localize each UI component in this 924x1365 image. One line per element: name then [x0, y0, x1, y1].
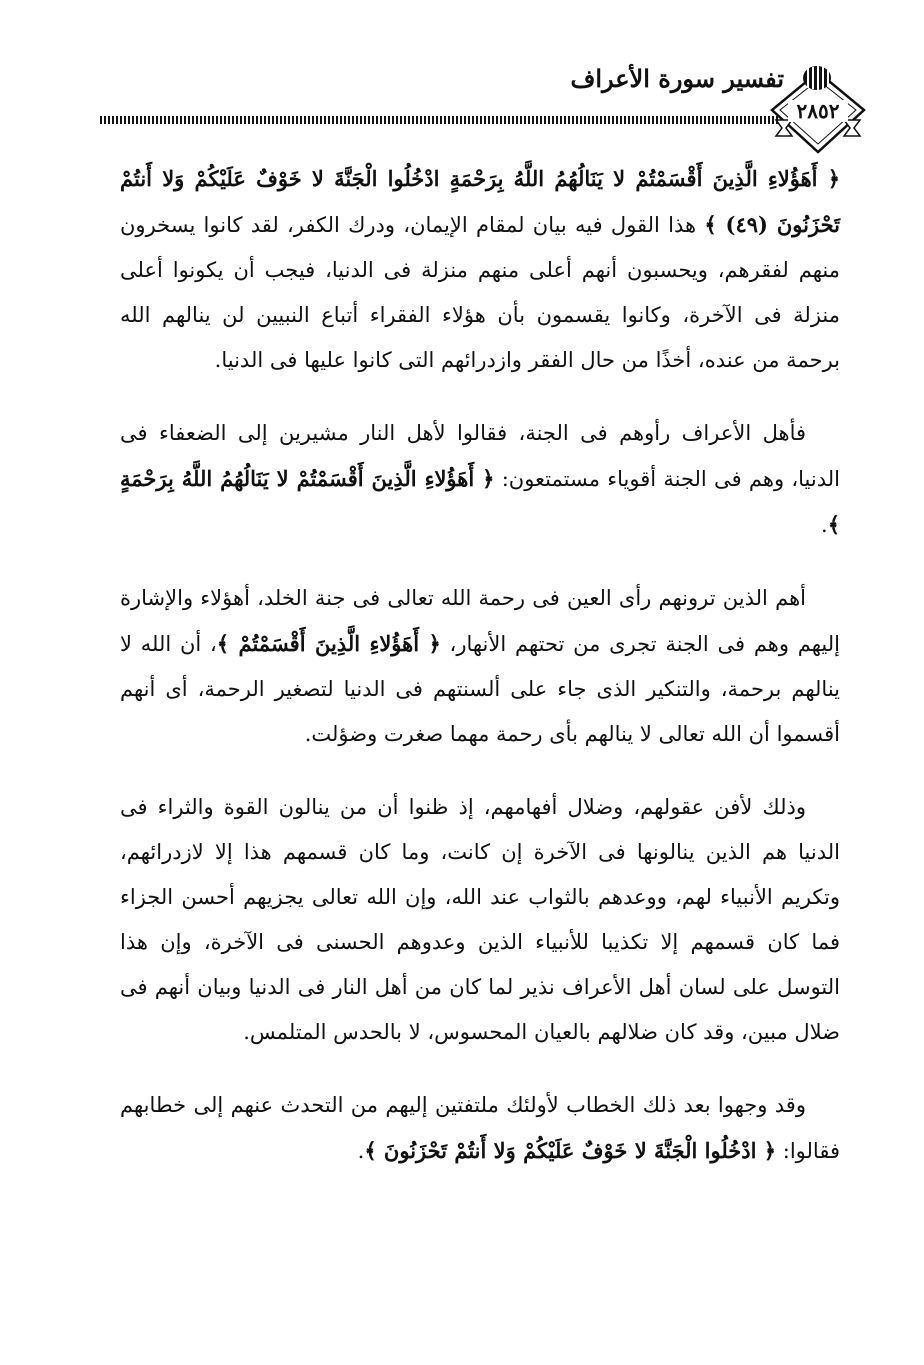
- quran-verse: ﴿ أَهَؤُلاءِ الَّذِينَ أَقْسَمْتُمْ ﴾: [216, 631, 441, 656]
- quran-verse: ﴿ أَهَؤُلاءِ الَّذِينَ أَقْسَمْتُمْ لا يَنَالُهُمُ اللَّهُ بِرَحْمَةٍ ادْخُلُوا الْجَنَّةَ لا خَوْفٌ عَلَيْكُمْ وَلا أَنتُمْ تَحْزَنُونَ (٤٩) ﴾: [120, 166, 840, 237]
- quran-verse: ﴿ أَهَؤُلاءِ الَّذِينَ أَقْسَمْتُمْ لا يَنَالُهُمُ اللَّهُ بِرَحْمَةٍ ﴾: [120, 466, 840, 537]
- paragraph-text: أهم الذين ترونهم رأى العين فى رحمة الله تعالى فى جنة الخلد، أهؤلاء والإشارة إليهم وهم فى الجنة تجرى من تحتهم الأنهار،: [120, 586, 841, 656]
- flower-ornament-icon: [800, 64, 834, 92]
- page-number: ٢٨٥٢: [788, 100, 848, 122]
- page-body: [120, 156, 840, 1202]
- punctuation: .: [821, 513, 828, 537]
- punctuation: .: [357, 1139, 365, 1163]
- paragraph-2: [120, 411, 840, 548]
- paragraph-text: ، أن الله لا ينالهم برحمة، والتنكير الذى جاء على ألسنتهم فى الدنيا لتصغير الرحمة، أى أنهم أقسموا أن الله تعالى لا ينالهم بأى رحمة مهما صغرت وضؤلت.: [120, 632, 840, 746]
- paragraph-text: هذا القول فيه بيان لمقام الإيمان، ودرك الكفر، لقد كانوا يسخرون منهم لفقرهم، ويحسبون أنهم أعلى منهم منزلة فى الدنيا، فيجب أن يكونوا أعلى منزلة فى الآخرة، وكانوا يقسمون بأن هؤلاء الفقراء أتباع النبيين لن ينالهم الله برحمة من عنده، أخذًا من حال الفقر وازدرائهم التى كانوا عليها فى الدنيا.: [120, 213, 840, 372]
- paragraph-text: وذلك لأفن عقولهم، وضلال أفهامهم، إذ ظنوا أن من ينالون القوة والثراء فى الدنيا هم الذين ينالونها فى الآخرة إن كانت، وما كان قسمهم هذا إلا لازدرائهم، وتكريم الأنبياء لهم، ووعدهم بالثواب عند الله، وإن الله تعالى يجزيهم أحسن الجزاء فما كان قسمهم إلا تكذيبا للأنبياء الذين وعدوهم الحسنى فى الآخرة، وإن هذا التوسل على لسان أهل الأعراف نذير لما كان من أهل النار فى الدنيا وبيان أنهم فى ضلال مبين، وقد كان ضلالهم بالعيان المحسوس، لا بالحدس المتلمس.: [120, 795, 840, 1044]
- paragraph-3: [120, 576, 840, 757]
- paragraph-text: فأهل الأعراف رأوهم فى الجنة، فقالوا لأهل النار مشيرين إلى الضعفاء فى الدنيا، وهم فى الجنة أقوياء مستمتعون:: [120, 421, 840, 491]
- paragraph-1: [120, 156, 840, 383]
- running-header-title: تفسير سورة الأعراف: [570, 64, 784, 93]
- paragraph-text: وقد وجهوا بعد ذلك الخطاب لأولئك ملتفتين إليهم من التحدث عنهم إلى خطابهم فقالوا:: [120, 1093, 840, 1163]
- quran-verse: ﴿ ادْخُلُوا الْجَنَّةَ لا خَوْفٌ عَلَيْكُمْ وَلا أَنتُمْ تَحْزَنُونَ ﴾: [364, 1138, 777, 1163]
- header-divider: [100, 116, 778, 124]
- paragraph-4: [120, 785, 840, 1055]
- paragraph-5: [120, 1083, 840, 1174]
